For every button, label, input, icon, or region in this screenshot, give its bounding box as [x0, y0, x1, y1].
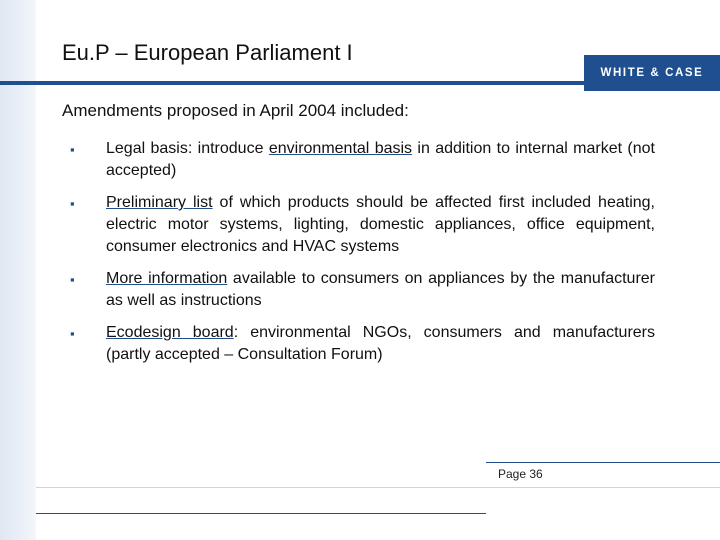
- list-item: [70, 138, 655, 182]
- bullet-square-icon: ▪: [70, 142, 75, 157]
- list-item: [70, 322, 655, 366]
- white-case-logo: WHITE & CASE: [584, 55, 720, 91]
- bullet-square-icon: ▪: [70, 272, 75, 287]
- bullet-text: : environmental NGOs, consumers and manufacturers (partly accepted – Consultation Forum): [106, 324, 655, 363]
- underlined-term: Preliminary list: [106, 194, 213, 211]
- amendments-list: [70, 138, 655, 376]
- intro-text: Amendments proposed in April 2004 included:: [62, 101, 409, 120]
- bullet-square-icon: ▪: [70, 196, 75, 211]
- bullet-square-icon: ▪: [70, 326, 75, 341]
- bullet-text: Legal basis: introduce: [106, 140, 269, 157]
- underlined-term: More information: [106, 270, 228, 287]
- header-rule: [0, 81, 584, 85]
- footer-rule-middle: [36, 487, 720, 488]
- list-item: [70, 192, 655, 258]
- page-number: Page 36: [498, 467, 543, 481]
- bullet-text: in addition to internal market (not accepted): [106, 140, 655, 179]
- underlined-term: Ecodesign board: [106, 324, 234, 341]
- footer-rule-right: [486, 462, 720, 463]
- footer-rule-bottom: [36, 513, 486, 514]
- slide-title: Eu.P – European Parliament I: [62, 40, 353, 65]
- list-item: [70, 268, 655, 312]
- bullet-text: of which products should be affected first included heating, electric motor systems, lighting, domestic appliances, office equipment, consumer electronics and HVAC systems: [106, 194, 655, 255]
- underlined-term: environmental basis: [268, 140, 413, 157]
- bullet-text: available to consumers on appliances by the manufacturer as well as instructions: [106, 270, 656, 309]
